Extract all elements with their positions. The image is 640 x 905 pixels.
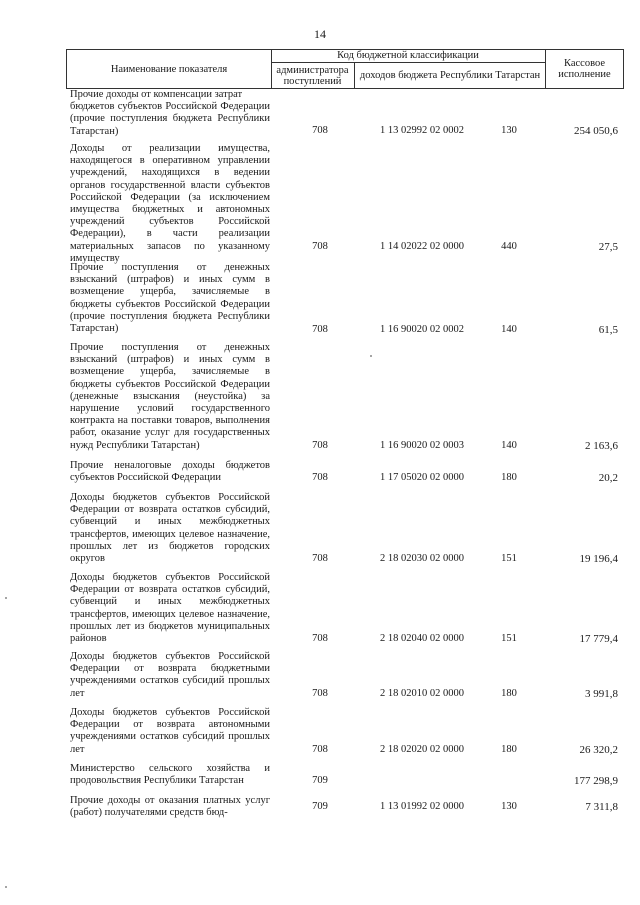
row-admin-code: 708 xyxy=(312,633,328,644)
row-amount: 26 320,2 xyxy=(579,744,618,756)
row-subcode: 440 xyxy=(501,241,517,252)
row-subcode: 151 xyxy=(501,553,517,564)
row-subcode: 130 xyxy=(501,125,517,136)
row-name: Доходы бюджетов субъектов Российской Федерации от возврата бюджетными учреждениями остатков субсидий прошлых лет xyxy=(70,651,270,699)
row-admin-code: 708 xyxy=(312,241,328,252)
row-income-code: 2 18 02010 02 0000 xyxy=(380,688,464,699)
row-amount: 254 050,6 xyxy=(574,125,618,137)
row-income-code: 1 16 90020 02 0002 xyxy=(380,324,464,335)
row-amount: 61,5 xyxy=(598,324,618,336)
scan-speck xyxy=(370,355,372,357)
header-name-column: Наименование показателя xyxy=(67,50,272,88)
row-name: Доходы от реализации имущества, находящегося в оперативном управлении учреждений, находящихся в ведении органов государственной власти субъектов Российской Федерации (за исключением имущества бюджетных и автономных учреждений субъектов Российской Федерации), в части реализации материальных запасов по указанному имуществу xyxy=(70,143,270,264)
row-income-code: 1 14 02022 02 0000 xyxy=(380,241,464,252)
row-name: Прочие поступления от денежных взысканий (штрафов) и иных сумм в возмещение ущерба, зачисляемые в бюджеты субъектов Российской Федерации (денежные взыскания (неустойка) за нарушение условий государственного контракта на поставки товаров, выполнения работ, оказание услуг для государственных нужд Республики Татарстан) xyxy=(70,342,270,451)
row-admin-code: 708 xyxy=(312,324,328,335)
row-amount: 3 991,8 xyxy=(585,688,618,700)
row-admin-code: 708 xyxy=(312,688,328,699)
row-name: Прочие доходы от компенсации затрат бюджетов субъектов Российской Федерации (прочие поступления бюджета Республики Татарстан) xyxy=(70,89,270,137)
row-name: Доходы бюджетов субъектов Российской Федерации от возврата автономными учреждениями остатков субсидий прошлых лет xyxy=(70,707,270,755)
row-admin-code: 708 xyxy=(312,553,328,564)
row-income-code: 1 13 01992 02 0000 xyxy=(380,801,464,812)
header-admin-column: администратора поступлений xyxy=(271,63,355,88)
row-amount: 2 163,6 xyxy=(585,440,618,452)
row-income-code: 2 18 02030 02 0000 xyxy=(380,553,464,564)
scan-speck xyxy=(5,597,7,599)
row-admin-code: 708 xyxy=(312,472,328,483)
row-name: Доходы бюджетов субъектов Российской Федерации от возврата остатков субсидий, субвенций и иных межбюджетных трансфертов, имеющих целевое назначение, прошлых лет из бюджетов муниципальных районов xyxy=(70,572,270,645)
row-income-code: 2 18 02020 02 0000 xyxy=(380,744,464,755)
row-name: Прочие поступления от денежных взысканий (штрафов) и иных сумм в возмещение ущерба, зачисляемые в бюджеты субъектов Российской Федерации (прочие поступления бюджета Республики Татарстан) xyxy=(70,262,270,335)
header-income-column: доходов бюджета Республики Татарстан xyxy=(355,63,546,88)
row-amount: 7 311,8 xyxy=(585,801,618,813)
table-header xyxy=(66,49,624,89)
row-admin-code: 709 xyxy=(312,801,328,812)
row-subcode: 180 xyxy=(501,472,517,483)
row-amount: 177 298,9 xyxy=(574,775,618,787)
row-amount: 19 196,4 xyxy=(579,553,618,565)
row-amount: 20,2 xyxy=(598,472,618,484)
scan-speck xyxy=(5,886,7,888)
row-subcode: 151 xyxy=(501,633,517,644)
row-amount: 17 779,4 xyxy=(579,633,618,645)
row-admin-code: 708 xyxy=(312,125,328,136)
row-income-code: 1 13 02992 02 0002 xyxy=(380,125,464,136)
row-admin-code: 708 xyxy=(312,744,328,755)
row-name: Министерство сельского хозяйства и продовольствия Республики Татарстан xyxy=(70,763,270,787)
row-income-code: 1 17 05020 02 0000 xyxy=(380,472,464,483)
row-subcode: 140 xyxy=(501,324,517,335)
header-code-group: Код бюджетной классификации xyxy=(271,50,546,63)
row-subcode: 180 xyxy=(501,744,517,755)
row-income-code: 1 16 90020 02 0003 xyxy=(380,440,464,451)
header-cash-column: Кассовое исполнение xyxy=(558,58,611,80)
row-subcode: 140 xyxy=(501,440,517,451)
row-admin-code: 709 xyxy=(312,775,328,786)
row-name: Доходы бюджетов субъектов Российской Федерации от возврата остатков субсидий, субвенций и иных межбюджетных трансфертов, имеющих целевое назначение, прошлых лет из бюджетов городских округов xyxy=(70,492,270,565)
row-subcode: 130 xyxy=(501,801,517,812)
row-name: Прочие неналоговые доходы бюджетов субъектов Российской Федерации xyxy=(70,460,270,484)
row-income-code: 2 18 02040 02 0000 xyxy=(380,633,464,644)
row-subcode: 180 xyxy=(501,688,517,699)
row-amount: 27,5 xyxy=(598,241,618,253)
row-name: Прочие доходы от оказания платных услуг (работ) получателями средств бюд- xyxy=(70,795,270,819)
page-number: 14 xyxy=(314,27,326,41)
row-admin-code: 708 xyxy=(312,440,328,451)
